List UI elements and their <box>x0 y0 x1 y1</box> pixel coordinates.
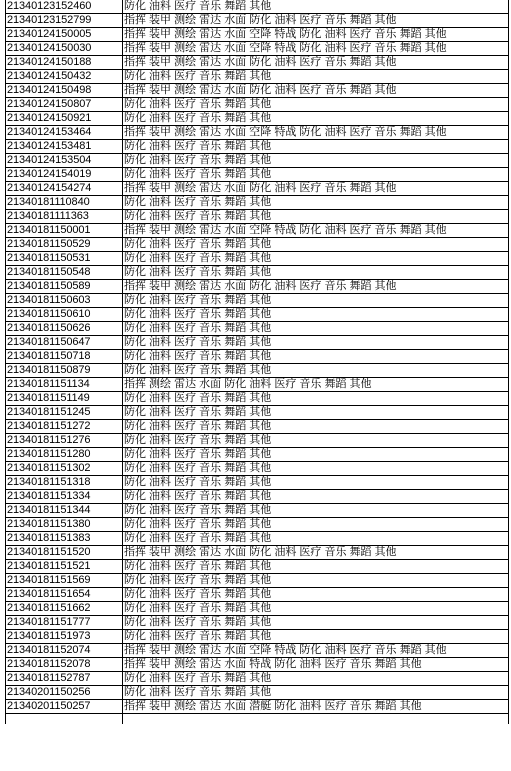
id-cell[interactable]: 21340181152074 <box>6 644 123 657</box>
table-row[interactable] <box>6 476 508 490</box>
tags-cell[interactable]: 防化 油料 医疗 音乐 舞蹈 其他 <box>124 630 272 642</box>
tags-cell[interactable]: 指挥 装甲 测绘 雷达 水面 潜艇 防化 油料 医疗 音乐 舞蹈 其他 <box>124 700 422 712</box>
tags-cell[interactable]: 防化 油料 医疗 音乐 舞蹈 其他 <box>124 672 272 684</box>
table-row[interactable] <box>6 392 508 406</box>
id-cell[interactable]: 21340181151318 <box>6 476 123 489</box>
id-cell[interactable]: 21340181150626 <box>6 322 123 335</box>
id-cell[interactable]: 21340181151662 <box>6 602 123 615</box>
tags-cell[interactable]: 防化 油料 医疗 音乐 舞蹈 其他 <box>124 322 272 334</box>
id-cell[interactable]: 21340181152078 <box>6 658 123 671</box>
table-row[interactable] <box>6 336 508 350</box>
tags-cell[interactable]: 防化 油料 医疗 音乐 舞蹈 其他 <box>124 196 272 208</box>
id-cell[interactable]: 21340181151149 <box>6 392 123 405</box>
id-cell[interactable]: 21340181150610 <box>6 308 123 321</box>
id-cell[interactable]: 21340181151344 <box>6 504 123 517</box>
table-row[interactable] <box>6 56 508 70</box>
id-cell[interactable]: 21340181151521 <box>6 560 123 573</box>
id-cell[interactable]: 21340181151380 <box>6 518 123 531</box>
table-row[interactable] <box>6 350 508 364</box>
id-cell[interactable]: 21340181151276 <box>6 434 123 447</box>
tags-cell[interactable]: 指挥 装甲 测绘 雷达 水面 防化 油料 医疗 音乐 舞蹈 其他 <box>124 182 397 194</box>
table-row[interactable] <box>6 462 508 476</box>
tags-cell[interactable]: 防化 油料 医疗 音乐 舞蹈 其他 <box>124 560 272 572</box>
id-cell[interactable]: 21340124154019 <box>6 168 123 181</box>
id-cell[interactable]: 21340181151245 <box>6 406 123 419</box>
table-row[interactable] <box>6 602 508 616</box>
table-row[interactable] <box>6 406 508 420</box>
table-row[interactable] <box>6 364 508 378</box>
tags-cell[interactable]: 防化 油料 医疗 音乐 舞蹈 其他 <box>124 574 272 586</box>
tags-cell[interactable]: 防化 油料 医疗 音乐 舞蹈 其他 <box>124 686 272 698</box>
tags-cell[interactable]: 防化 油料 医疗 音乐 舞蹈 其他 <box>124 616 272 628</box>
tags-cell[interactable]: 指挥 装甲 测绘 雷达 水面 防化 油料 医疗 音乐 舞蹈 其他 <box>124 56 397 68</box>
tags-cell[interactable]: 防化 油料 医疗 音乐 舞蹈 其他 <box>124 140 272 152</box>
id-cell[interactable]: 21340181152787 <box>6 672 123 685</box>
table-row[interactable] <box>6 210 508 224</box>
table-row[interactable] <box>6 0 508 14</box>
tags-cell[interactable]: 指挥 装甲 测绘 雷达 水面 空降 特战 防化 油料 医疗 音乐 舞蹈 其他 <box>124 224 447 236</box>
table-row[interactable] <box>6 280 508 294</box>
table-row[interactable] <box>6 182 508 196</box>
table-row[interactable] <box>6 644 508 658</box>
tags-cell[interactable]: 防化 油料 医疗 音乐 舞蹈 其他 <box>124 504 272 516</box>
tags-cell[interactable]: 防化 油料 医疗 音乐 舞蹈 其他 <box>124 434 272 446</box>
table-row[interactable] <box>6 42 508 56</box>
tags-cell[interactable]: 防化 油料 医疗 音乐 舞蹈 其他 <box>124 154 272 166</box>
id-cell[interactable]: 21340181150001 <box>6 224 123 237</box>
id-cell[interactable]: 21340201150257 <box>6 700 123 713</box>
tags-cell[interactable]: 防化 油料 医疗 音乐 舞蹈 其他 <box>124 112 272 124</box>
table-row[interactable] <box>6 224 508 238</box>
id-cell[interactable]: 21340181150529 <box>6 238 123 251</box>
table-row[interactable] <box>6 84 508 98</box>
table-row[interactable] <box>6 546 508 560</box>
id-cell[interactable]: 21340124154274 <box>6 182 123 195</box>
tags-cell[interactable]: 防化 油料 医疗 音乐 舞蹈 其他 <box>124 518 272 530</box>
table-row[interactable] <box>6 448 508 462</box>
tags-cell[interactable]: 防化 油料 医疗 音乐 舞蹈 其他 <box>124 70 272 82</box>
tags-cell[interactable]: 防化 油料 医疗 音乐 舞蹈 其他 <box>124 210 272 222</box>
tags-cell[interactable]: 防化 油料 医疗 音乐 舞蹈 其他 <box>124 336 272 348</box>
tags-cell[interactable]: 防化 油料 医疗 音乐 舞蹈 其他 <box>124 252 272 264</box>
tags-cell[interactable]: 指挥 装甲 测绘 雷达 水面 防化 油料 医疗 音乐 舞蹈 其他 <box>124 84 397 96</box>
id-cell[interactable]: 21340181110840 <box>6 196 123 209</box>
table-row[interactable] <box>6 28 508 42</box>
tags-cell[interactable]: 防化 油料 医疗 音乐 舞蹈 其他 <box>124 406 272 418</box>
table-row-partial <box>6 714 508 724</box>
table-row[interactable] <box>6 420 508 434</box>
table-row[interactable] <box>6 504 508 518</box>
tags-cell[interactable]: 防化 油料 医疗 音乐 舞蹈 其他 <box>124 294 272 306</box>
id-cell[interactable]: 21340181150879 <box>6 364 123 377</box>
table-row[interactable] <box>6 252 508 266</box>
id-cell[interactable]: 21340181151272 <box>6 420 123 433</box>
id-cell[interactable]: 21340181151569 <box>6 574 123 587</box>
table-row[interactable] <box>6 266 508 280</box>
id-cell[interactable]: 21340124150498 <box>6 84 123 97</box>
table-row[interactable] <box>6 518 508 532</box>
tags-cell[interactable]: 指挥 装甲 测绘 雷达 水面 空降 特战 防化 油料 医疗 音乐 舞蹈 其他 <box>124 644 447 656</box>
id-cell[interactable]: 21340181150718 <box>6 350 123 363</box>
tags-cell[interactable]: 防化 油料 医疗 音乐 舞蹈 其他 <box>124 98 272 110</box>
tags-cell[interactable]: 防化 油料 医疗 音乐 舞蹈 其他 <box>124 532 272 544</box>
table-row[interactable] <box>6 532 508 546</box>
id-cell[interactable]: 21340124150030 <box>6 42 123 55</box>
tags-cell[interactable]: 防化 油料 医疗 音乐 舞蹈 其他 <box>124 364 272 376</box>
tags-cell[interactable]: 防化 油料 医疗 音乐 舞蹈 其他 <box>124 350 272 362</box>
tags-cell[interactable]: 指挥 测绘 雷达 水面 防化 油料 医疗 音乐 舞蹈 其他 <box>124 378 372 390</box>
table-row[interactable] <box>6 70 508 84</box>
tags-cell[interactable]: 指挥 装甲 测绘 雷达 水面 空降 特战 防化 油料 医疗 音乐 舞蹈 其他 <box>124 42 447 54</box>
table-row[interactable] <box>6 700 508 714</box>
tags-cell[interactable]: 指挥 装甲 测绘 雷达 水面 空降 特战 防化 油料 医疗 音乐 舞蹈 其他 <box>124 126 447 138</box>
table-row[interactable] <box>6 490 508 504</box>
table-row[interactable] <box>6 672 508 686</box>
spreadsheet-table <box>5 0 509 724</box>
id-cell[interactable]: 21340123152799 <box>6 14 123 27</box>
table-row[interactable] <box>6 196 508 210</box>
id-cell[interactable]: 21340181151134 <box>6 378 123 391</box>
id-cell[interactable]: 21340181150548 <box>6 266 123 279</box>
table-row[interactable] <box>6 98 508 112</box>
table-row[interactable] <box>6 616 508 630</box>
id-cell[interactable]: 21340181151280 <box>6 448 123 461</box>
table-row[interactable] <box>6 434 508 448</box>
id-cell[interactable]: 21340201150256 <box>6 686 123 699</box>
table-row[interactable] <box>6 658 508 672</box>
id-cell[interactable]: 21340181151973 <box>6 630 123 643</box>
tags-cell[interactable]: 防化 油料 医疗 音乐 舞蹈 其他 <box>124 0 272 12</box>
table-row[interactable] <box>6 112 508 126</box>
id-cell[interactable]: 21340181151654 <box>6 588 123 601</box>
id-cell[interactable]: 21340124153481 <box>6 140 123 153</box>
table-row[interactable] <box>6 588 508 602</box>
tags-cell[interactable]: 指挥 装甲 测绘 雷达 水面 防化 油料 医疗 音乐 舞蹈 其他 <box>124 546 397 558</box>
tags-cell[interactable]: 指挥 装甲 测绘 雷达 水面 空降 特战 防化 油料 医疗 音乐 舞蹈 其他 <box>124 28 447 40</box>
tags-cell[interactable]: 防化 油料 医疗 音乐 舞蹈 其他 <box>124 168 272 180</box>
id-cell[interactable]: 21340124153504 <box>6 154 123 167</box>
table-row[interactable] <box>6 140 508 154</box>
id-cell[interactable]: 21340181151334 <box>6 490 123 503</box>
tags-cell[interactable]: 防化 油料 医疗 音乐 舞蹈 其他 <box>124 266 272 278</box>
id-cell[interactable]: 21340181150647 <box>6 336 123 349</box>
table-row[interactable] <box>6 308 508 322</box>
tags-cell[interactable]: 防化 油料 医疗 音乐 舞蹈 其他 <box>124 448 272 460</box>
id-cell[interactable]: 21340124150807 <box>6 98 123 111</box>
table-row[interactable] <box>6 238 508 252</box>
table-row[interactable] <box>6 630 508 644</box>
table-row[interactable] <box>6 294 508 308</box>
id-cell[interactable]: 21340181151777 <box>6 616 123 629</box>
id-cell[interactable]: 21340181151302 <box>6 462 123 475</box>
id-cell[interactable]: 21340181150531 <box>6 252 123 265</box>
tags-cell[interactable]: 防化 油料 医疗 音乐 舞蹈 其他 <box>124 420 272 432</box>
id-cell[interactable]: 21340181150589 <box>6 280 123 293</box>
tags-cell[interactable]: 防化 油料 医疗 音乐 舞蹈 其他 <box>124 490 272 502</box>
tags-cell[interactable]: 防化 油料 医疗 音乐 舞蹈 其他 <box>124 588 272 600</box>
id-cell[interactable]: 21340181111363 <box>6 210 123 223</box>
tags-cell[interactable]: 指挥 装甲 测绘 雷达 水面 特战 防化 油料 医疗 音乐 舞蹈 其他 <box>124 658 422 670</box>
id-cell <box>6 714 123 724</box>
tags-cell <box>123 714 508 724</box>
id-cell[interactable]: 21340124153464 <box>6 126 123 139</box>
id-cell[interactable]: 21340181150603 <box>6 294 123 307</box>
tags-cell[interactable]: 防化 油料 医疗 音乐 舞蹈 其他 <box>124 392 272 404</box>
id-cell[interactable]: 21340123152460 <box>6 0 123 13</box>
id-cell[interactable]: 21340181151383 <box>6 532 123 545</box>
tags-cell[interactable]: 防化 油料 医疗 音乐 舞蹈 其他 <box>124 308 272 320</box>
table-row[interactable] <box>6 378 508 392</box>
id-cell[interactable]: 21340124150921 <box>6 112 123 125</box>
table-row[interactable] <box>6 574 508 588</box>
id-cell[interactable]: 21340181151520 <box>6 546 123 559</box>
tags-cell[interactable]: 指挥 装甲 测绘 雷达 水面 防化 油料 医疗 音乐 舞蹈 其他 <box>124 280 397 292</box>
table-row[interactable] <box>6 14 508 28</box>
tags-cell[interactable]: 指挥 装甲 测绘 雷达 水面 防化 油料 医疗 音乐 舞蹈 其他 <box>124 14 397 26</box>
tags-cell[interactable]: 防化 油料 医疗 音乐 舞蹈 其他 <box>124 602 272 614</box>
tags-cell[interactable]: 防化 油料 医疗 音乐 舞蹈 其他 <box>124 462 272 474</box>
id-cell[interactable]: 21340124150188 <box>6 56 123 69</box>
tags-cell[interactable]: 防化 油料 医疗 音乐 舞蹈 其他 <box>124 238 272 250</box>
id-cell[interactable]: 21340124150432 <box>6 70 123 83</box>
id-cell[interactable]: 21340124150005 <box>6 28 123 41</box>
table-row[interactable] <box>6 154 508 168</box>
table-row[interactable] <box>6 686 508 700</box>
table-row[interactable] <box>6 560 508 574</box>
table-row[interactable] <box>6 126 508 140</box>
table-row[interactable] <box>6 322 508 336</box>
tags-cell[interactable]: 防化 油料 医疗 音乐 舞蹈 其他 <box>124 476 272 488</box>
table-row[interactable] <box>6 168 508 182</box>
